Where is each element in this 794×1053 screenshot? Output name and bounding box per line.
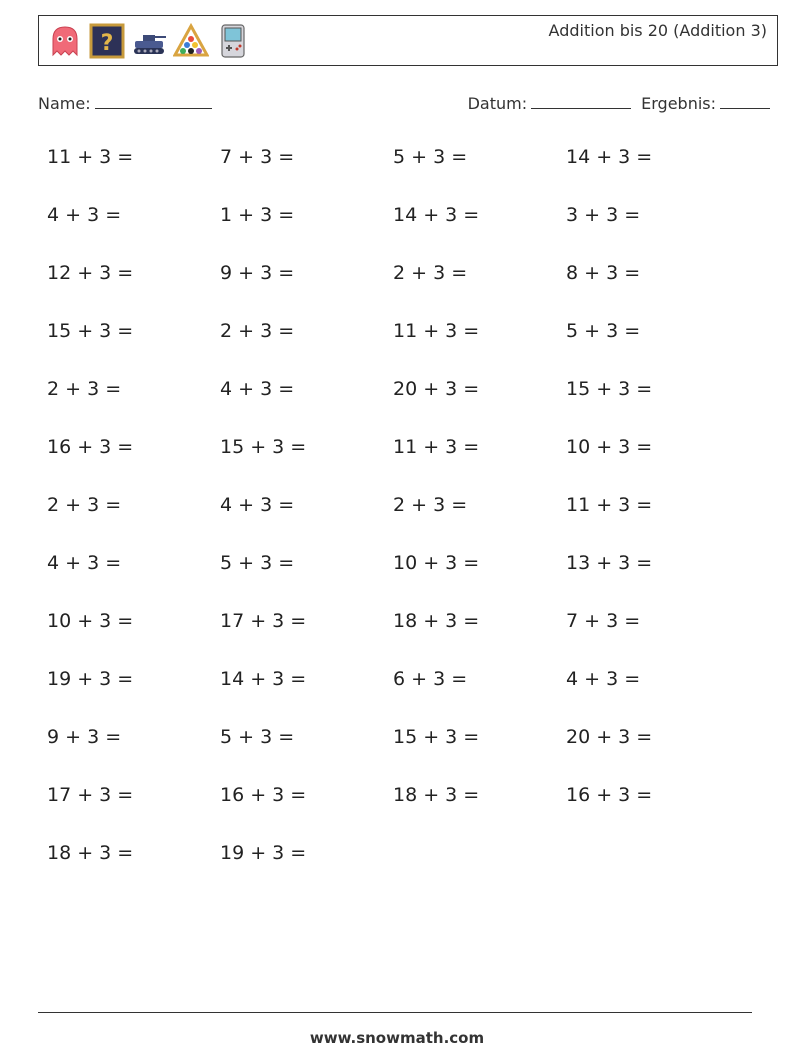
result-label: Ergebnis: <box>641 94 716 113</box>
date-blank-line[interactable] <box>531 92 631 109</box>
name-label: Name: <box>38 94 91 113</box>
name-field[interactable] <box>38 92 212 113</box>
addition-problem: 4 + 3 = <box>47 552 122 574</box>
addition-problem: 20 + 3 = <box>566 726 653 748</box>
addition-problem: 5 + 3 = <box>566 320 641 342</box>
question-box-icon <box>89 23 125 59</box>
addition-problem: 10 + 3 = <box>393 552 480 574</box>
addition-problem: 4 + 3 = <box>220 494 295 516</box>
addition-problem: 6 + 3 = <box>393 668 468 690</box>
student-info-row <box>38 92 770 116</box>
addition-problem: 14 + 3 = <box>393 204 480 226</box>
billiard-rack-icon <box>173 23 209 59</box>
addition-problem: 15 + 3 = <box>393 726 480 748</box>
tank-icon <box>131 23 167 59</box>
addition-problem: 2 + 3 = <box>220 320 295 342</box>
addition-problem: 3 + 3 = <box>566 204 641 226</box>
addition-problem: 11 + 3 = <box>393 436 480 458</box>
date-result-fields <box>468 92 770 113</box>
addition-problem: 15 + 3 = <box>220 436 307 458</box>
addition-problem: 19 + 3 = <box>47 668 134 690</box>
addition-problem: 2 + 3 = <box>47 378 122 400</box>
addition-problem: 4 + 3 = <box>220 378 295 400</box>
addition-problem: 14 + 3 = <box>566 146 653 168</box>
result-blank-line[interactable] <box>720 92 770 109</box>
name-blank-line[interactable] <box>95 92 212 109</box>
addition-problem: 8 + 3 = <box>566 262 641 284</box>
worksheet-title: Addition bis 20 (Addition 3) <box>548 21 767 40</box>
addition-problem: 10 + 3 = <box>47 610 134 632</box>
addition-problem: 12 + 3 = <box>47 262 134 284</box>
addition-problem: 13 + 3 = <box>566 552 653 574</box>
addition-problem: 16 + 3 = <box>566 784 653 806</box>
addition-problem: 9 + 3 = <box>47 726 122 748</box>
addition-problem: 19 + 3 = <box>220 842 307 864</box>
addition-problem: 4 + 3 = <box>47 204 122 226</box>
addition-problem: 18 + 3 = <box>393 784 480 806</box>
addition-problem: 2 + 3 = <box>47 494 122 516</box>
addition-problem: 7 + 3 = <box>220 146 295 168</box>
addition-problem: 11 + 3 = <box>566 494 653 516</box>
addition-problem: 2 + 3 = <box>393 262 468 284</box>
footer-website: www.snowmath.com <box>309 1029 485 1047</box>
svg-text:?: ? <box>100 31 114 56</box>
addition-problem: 11 + 3 = <box>393 320 480 342</box>
addition-problem: 15 + 3 = <box>566 378 653 400</box>
addition-problem: 5 + 3 = <box>393 146 468 168</box>
handheld-console-icon <box>215 23 251 59</box>
footer-divider <box>38 1012 752 1013</box>
addition-problem: 5 + 3 = <box>220 552 295 574</box>
header-icons <box>47 23 251 59</box>
addition-problem: 10 + 3 = <box>566 436 653 458</box>
addition-problem: 11 + 3 = <box>47 146 134 168</box>
worksheet-header <box>38 15 778 66</box>
addition-problem: 17 + 3 = <box>220 610 307 632</box>
addition-problem: 7 + 3 = <box>566 610 641 632</box>
addition-problem: 2 + 3 = <box>393 494 468 516</box>
addition-problem: 5 + 3 = <box>220 726 295 748</box>
addition-problem: 9 + 3 = <box>220 262 295 284</box>
addition-problem: 16 + 3 = <box>47 436 134 458</box>
addition-problem: 4 + 3 = <box>566 668 641 690</box>
addition-problem: 14 + 3 = <box>220 668 307 690</box>
ghost-icon <box>47 23 83 59</box>
addition-problem: 18 + 3 = <box>47 842 134 864</box>
addition-problem: 17 + 3 = <box>47 784 134 806</box>
addition-problem: 20 + 3 = <box>393 378 480 400</box>
addition-problem: 16 + 3 = <box>220 784 307 806</box>
addition-problem: 15 + 3 = <box>47 320 134 342</box>
addition-problem: 1 + 3 = <box>220 204 295 226</box>
date-label: Datum: <box>467 94 528 113</box>
addition-problem: 18 + 3 = <box>393 610 480 632</box>
problem-grid <box>47 146 739 900</box>
